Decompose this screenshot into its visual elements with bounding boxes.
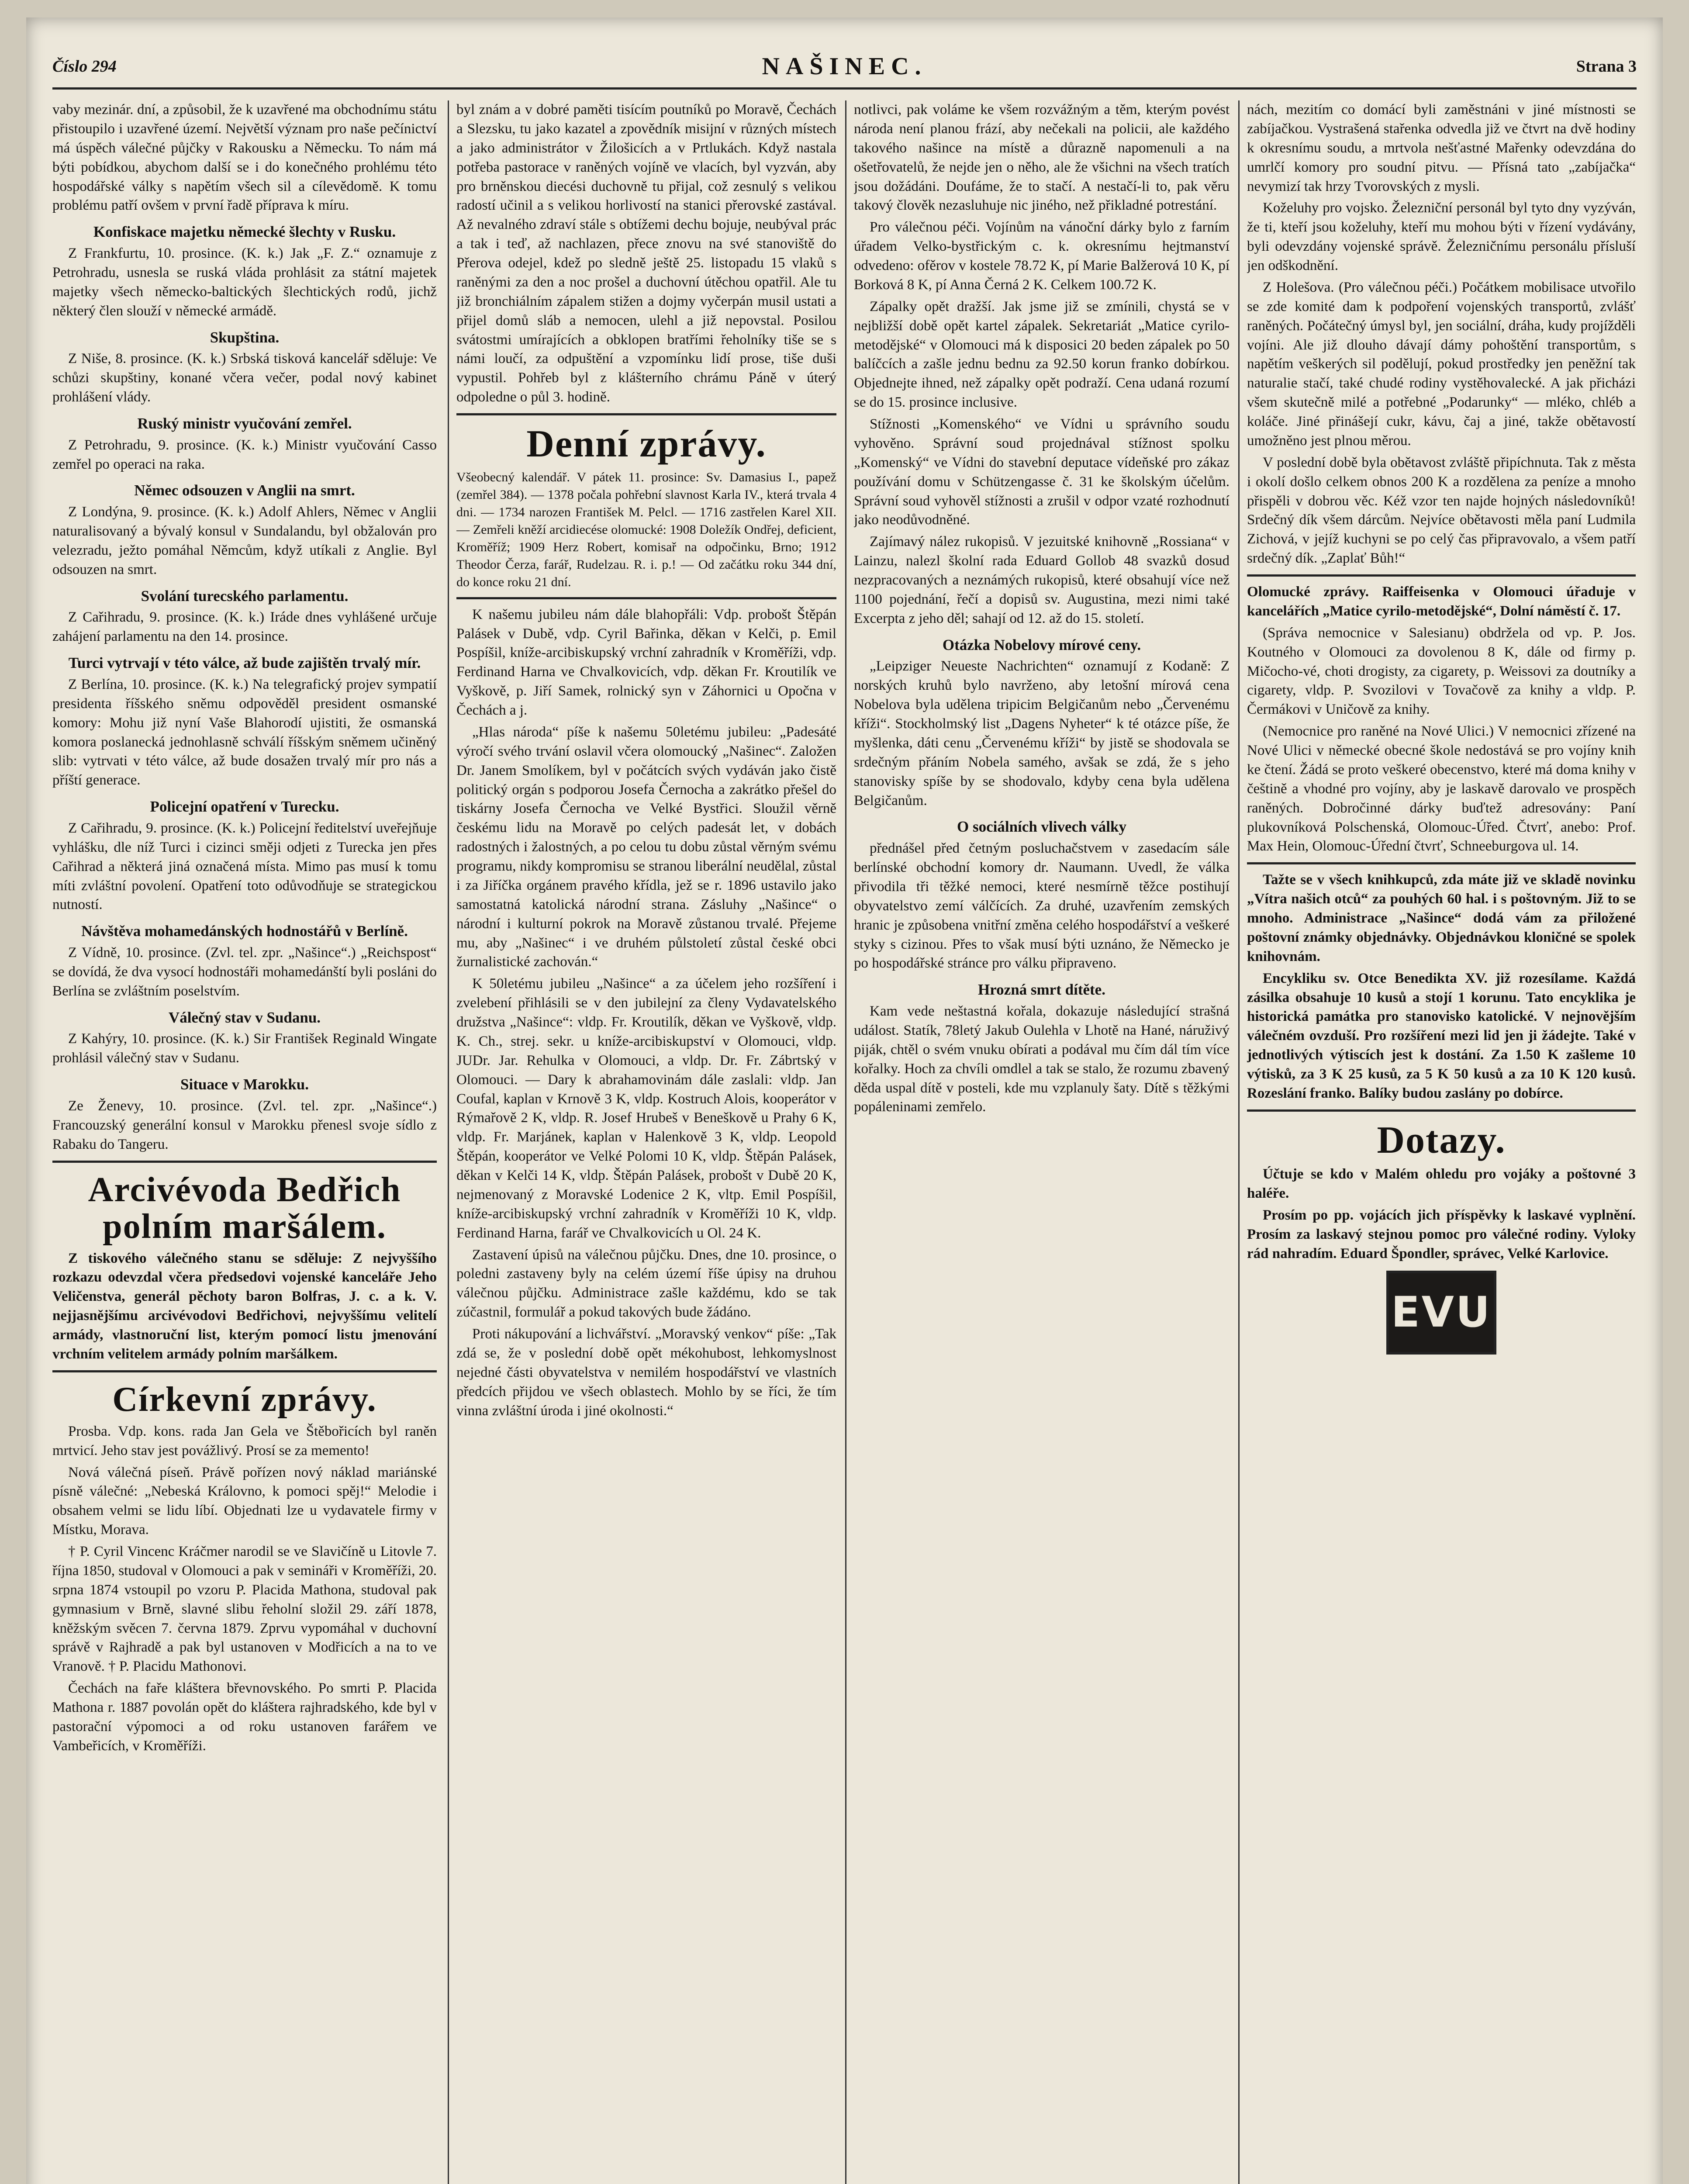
column-1 bbox=[52, 100, 437, 2184]
article-text: nách, mezitím co domácí byli zaměstnáni v jiné místnosti se zabíjačkou. Vystrašená stařenka odvedla již ve čtvrt na dvě hodiny k okresnímu soudu, a mrtvola nešťastné Mařenky odevzdána do umrlčí komory pro soudní pitvu. — Přísná tato „zabíjačka“ nevymizí tak hrzy Tvorovských z mysli. bbox=[1247, 102, 1636, 194]
article-text: Z Petrohradu, 9. prosince. (K. k.) Ministr vyučování Casso zemřel po operaci na raka. bbox=[52, 437, 437, 472]
article-text: Z Kahýry, 10. prosince. (K. k.) Sir František Reginald Wingate prohlásil válečný stav v Sudanu. bbox=[52, 1031, 437, 1066]
article-text: přednášel před četným posluchačstvem v zasedacím sále berlínské obchodní komory dr. Naumann. Uvedl, že válka přivodila tři těžké nemoci, které nesmírně těžce postihují obyvatelstvo zemí válčících. Za druhé, uzavřením zemských hranic je způsobena vnitřní změna celého hospodářství a veškeré styky s cizinou. Přes to však musí býti uznáno, že Německo je po hospodářské stránce pro válku připraveno. bbox=[854, 840, 1230, 971]
issue-number: Číslo 294 bbox=[52, 57, 117, 76]
article-text: Z Cařihradu, 9. prosince. (K. k.) Policejní ředitelství uveřejňuje vyhlášku, dle níž Turci i cizinci směji odjeti z Turecka jen přes Cařihrad a některá jiná označená místa. Mimo pas musí k tomu míti zvláštní povolení. Opatření toto odůvodňuje se strategickou nutností. bbox=[52, 820, 437, 913]
article-text: (Správa nemocnice v Salesianu) obdržela od vp. P. Jos. Koutného v Olomouci za dovolenou 8 K, dále od firmy p. Mičocho-vé, choti drogisty, za cigarety, p. Weissovi za doutníky a cigarety, vldp. P. Svozilovi v Tovačově za knihy a vldp. P. Čermákovi v Uničově za knihy. bbox=[1247, 625, 1636, 718]
article-heading: Němec odsouzen v Anglii na smrt. bbox=[134, 482, 355, 499]
article-text: Ze Ženevy, 10. prosince. (Zvl. tel. zpr. „Našince“.) Francouzský generální konsul v Marokku přenesl svoje sídlo z Rabaku do Tangeru. bbox=[52, 1098, 437, 1152]
article-text: Proti nákupování a lichvářství. „Moravský venkov“ píše: „Tak zdá se, že v poslední době opět mékohubost, lehkomyslnost nejedné části obyvatelstva v nemilém hospodářství ve vlastních předcích přijdou ve všech oblastech. Mohlo by se říci, že tím vinna zvláštní úroda i jiné okolnosti.“ bbox=[456, 1326, 836, 1419]
article-heading: Konfiskace majetku německé šlechty v Rusku. bbox=[93, 223, 396, 241]
article-text: Zastavení úpisů na válečnou půjčku. Dnes, dne 10. prosince, o poledni zastaveny byly na celém území říše úpisy na druhou válečnou půjčku. Administrace zašle každému, kdo se tak zúčastnil, formulář a pokud takových bude žádáno. bbox=[456, 1247, 836, 1320]
notice-heading: Olomucké zprávy. Raiffeisenka v Olomouci úřaduje v kancelářích „Matice cyrilo-metodějské“, Dolní náměstí č. 17. bbox=[1247, 584, 1636, 619]
article-text: Koželuhy pro vojsko. Železniční personál byl tyto dny vyzýván, že ti, kteří jsou koželuhy, kteří mu mohou býti v řízení vydávány, byli odevzdány vojenské správě. Železničnímu personálu přísluší jen odškodnění. bbox=[1247, 200, 1636, 273]
article-heading: Otázka Nobelovy mírové ceny. bbox=[942, 636, 1141, 653]
column-4 bbox=[1247, 100, 1636, 2184]
advertisement-text: Tažte se v všech knihkupců, zda máte již ve skladě novinku „Vítra našich otců“ za pouhých 60 hal. i s poštovným. Již to se mnoho. Administrace „Našince“ dodá vám za přiložené poštovní známky objednávky. Objednávkou kloničné se spolek knihovnám. bbox=[1247, 872, 1636, 964]
article-text: notlivci, pak voláme ke všem rozvážným a těm, kterým povést národa není planou frází, aby nečekali na policii, ale každého takového našince na místě a důrazně napomenuli a na ošetřovatelů, že nejde jen o něho, ale že všichni na všech tratích jsou dožádáni. Doufáme, že to stačí. A nestačí-li to, pak věru takový člověk nezasluhuje nic jiného, než přikladné potrestání. bbox=[854, 102, 1230, 214]
article-text: vaby mezinár. dní, a způsobil, že k uzavřené ma obchodnímu státu přistoupilo i uzavřené území. Největší význam pro naše pečínictví má úspěch válečné půjčky v Rakousku a Německu. To nám má býti pobídkou, abychom další se i do konečného prohlému této hospodářské války s napětím všech sil a cílevědomě. K tomu problému patří ovšem v první řadě příprava k míru. bbox=[52, 102, 437, 214]
article-text: Zápalky opět dražší. Jak jsme již se zmínili, chystá se v nejbližší době opět kartel zápalek. Sekretariát „Matice cyrilo-metodějské“ v Olomouci má k disposici 20 beden zápalek po 50 balíčcích a zašle jednu bednu za 92.50 korun franko dobírkou. Objednejte ihned, než zápalky opět podraží. Cena udaná rozumí se do 15. prosince inclusive. bbox=[854, 298, 1230, 411]
article-text: Prosba. Vdp. kons. rada Jan Gela ve Štěbořicích byl raněn mrtvicí. Jeho stav jest povážlivý. Prosí se za memento! bbox=[52, 1423, 437, 1458]
article-text: byl znám a v dobré paměti tisícím poutníků po Moravě, Čechách a Slezsku, tu jako kazatel a zpovědník misijní v různých místech a jako administrátor v Žilošicích a v Prtlukách. Když nastala potřeba pastorace v raněných vojíně ve vlacích, byl vyzván, aby pro brněnskou diecési duchovně tu přijal, což zesnulý s velikou radostí učinil a s velikou horlivostí na stanici přerovské zastával. Až nevalného zdraví stále s obtížemi dechu bojuje, neubýval prác a tak i teď, až nachlazen, přece znovu na své stanoviště do Přerova odejel, kdež po sledně ještě 25. listopadu 15 vlaků s raněnými za den a noc prošel a duchovní útěchou opatřil. Ale tu již bronchiálním zápalem stižen a dojmy vyčerpán musil ustati a přijel domů sláb a nemocen, ulehl a již nepovstal. Posilou svátostmi umírajících a obklopen bratřími řeholníky tiše se s námi loučí, za odpuštění a vzpomínku lidí prose, tiše duši vypustil. Pohřeb byl z klášterního chrámu Páně v úterý odpoledne o půl 3. hodině. bbox=[456, 102, 836, 405]
paper-title: NAŠINEC. bbox=[762, 53, 927, 80]
article-text: Kam vede neštastná kořala, dokazuje následující strašná událost. Statík, 78letý Jakub Oulehla v Lhotě na Hané, náruživý piják, chtěl o svém vnuku obírati a podával mu čím dál tím více kořalky. Hoch za chvíli omdlel a tak se stalo, že rozumu zbavený děda uspal dítě v posteli, kde mu vzplanuly šaty. Dítě s těžkými popáleninami zemřelo. bbox=[854, 1003, 1230, 1115]
article-text: Z Vídně, 10. prosince. (Zvl. tel. zpr. „Našince“.) „Reichspost“ se dovídá, že dva vysocí hodnostáři mohamedánští byli posláni do Berlína se zvláštním poselstvím. bbox=[52, 945, 437, 999]
section-headline: Denní zprávy. bbox=[526, 423, 767, 465]
article-text: Z Londýna, 9. prosince. (K. k.) Adolf Ahlers, Němec v Anglii naturalisovaný a bývalý konsul v Sundalandu, byl obžalován pro velezradu, ježto pomáhal Němcům, když utíkali z Anglie. Byl odsouzen na smrt. bbox=[52, 504, 437, 577]
article-text: † P. Cyril Vincenc Kráčmer narodil se ve Slavičíně u Litovle 7. října 1850, studoval v Olomouci a pak v semináři v Kroměříži, 20. srpna 1874 vstoupil po vzoru P. Placida Mathona, studoval pak gymnasium v Brně, slavné slibu řeholní složil 29. září 1878, kněžským svěcen 7. června 1879. Zprvu vypomáhal v duchovní správě v Rajhradě a pak byl ustanoven v Modřicích a na to ve Vranově. † P. Placidu Mathonovi. bbox=[52, 1544, 437, 1675]
article-heading: Návštěva mohamedánských hodnostářů v Berlíně. bbox=[81, 923, 408, 940]
article-text: Účtuje se kdo v Malém ohledu pro vojáky a poštovné 3 haléře. bbox=[1247, 1166, 1636, 1202]
section-divider bbox=[52, 1161, 437, 1163]
banner-headline: Arcivévoda Bedřich polním maršálem. bbox=[88, 1170, 401, 1246]
advertisement-text: Encykliku sv. Otce Benedikta XV. již rozesílame. Každá zásilka obsahuje 10 kusů a stojí 1 korunu. Tato encyklika je historická památka pro stanovisko katolické. V nejnovějším válečném ovzduší. Pro rozšíření mezi lid jen ji žádejte. Také v jednotlivých výtiscích jest k dostání. Za 1.50 K zašleme 10 výtisků, za 3 K 25 kusů, za 5 K 50 kusů a za 10 K 120 kusů. Rozeslání franko. Balíky budou zaslány po dobírce. bbox=[1247, 970, 1636, 1101]
article-text: Nová válečná píseň. Právě pořízen nový náklad mariánské písně válečné: „Nebeská Královno, k pomoci spěj!“ Melodie i obsahem velmi se lidu líbí. Objednati lze u vydavatele firmy v Místku, Morava. bbox=[52, 1464, 437, 1538]
article-text: Z Berlína, 10. prosince. (K. k.) Na telegrafický projev sympatií presidenta říšského sněmu odpověděl president osmanské komory: Mohu již nyní Vaše Blahorodí ujistiti, že osmanská komora poslanecká jednohlasně schválí říšským sněmem učiněný slib: vytrvati v této válce, až bude dosažen trvalý mír pro nás a příští generace. bbox=[52, 676, 437, 788]
article-text: Z Cařihradu, 9. prosince. (K. k.) Iráde dnes vyhlášené určuje zahájení parlamentu na den 14. prosince. bbox=[52, 609, 437, 645]
section-divider bbox=[1247, 574, 1636, 577]
article-text: K našemu jubileu nám dále blahopřáli: Vdp. probošt Štěpán Palásek v Dubě, vdp. Cyril Bařinka, děkan v Kelči, p. Emil Pospíšil, kníže-arcibiskupský vrchní zahradník v Kroměříži, vdp. Ferdinand Harna ve Chvalkovicích, vdp. děkan Fr. Kroutilík ve Vyškově, p. Jiří Samek, rolnický syn v Záhornici u Opočna v Čechách a j. bbox=[456, 606, 836, 718]
article-heading: Turci vytrvají v této válce, až bude zajištěn trvalý mír. bbox=[68, 654, 421, 672]
article-text: Stížnosti „Komenského“ ve Vídni u správního soudu vyhověno. Správní soud projednával stížnost spolku „Komenský“ ve Vídni do stavební deputace vídeňské pro zákaz používání domu v Schützengasse č. 31 ke školským účelům. Správní soud vyhověl stížnosti a zrušil v odpor vzaté rozhodnutí jako neodůvodněné. bbox=[854, 416, 1230, 528]
article-heading: Válečný stav v Sudanu. bbox=[168, 1009, 321, 1026]
article-text: Z Niše, 8. prosince. (K. k.) Srbská tisková kancelář sděluje: Ve schůzi skupštiny, konané včera večer, podal nový kabinet prohlášení vlády. bbox=[52, 351, 437, 405]
advert-logo: EVU bbox=[1386, 1271, 1496, 1355]
section-headline: Dotazy. bbox=[1377, 1119, 1506, 1161]
article-text: Z tiskového válečného stanu se sděluje: Z nejvyššího rozkazu odevzdal včera předsedovi vojenské kanceláře Jeho Veličenstva, generál pěchoty baron Bolfras, J. c. a k. V. nejjasnějšímu arcivévodovi Bedřichovi, nejvyššímu velitelí armády, vlastnoruční list, kterým pomocí listu jmenování vrchním velitelem armády polním maršálkem. bbox=[52, 1250, 437, 1362]
article-heading: Situace v Marokku. bbox=[180, 1076, 309, 1093]
article-text: (Nemocnice pro raněné na Nové Ulici.) V nemocnici zřízené na Nové Ulici v německé obecné škole nedostává se pro vojíny knih ke čtení. Žádá se proto veškeré obecenstvo, které má doma knihy v češtině a vhodné pro vojíny, aby je laskavě darovalo ve prospěch raněných. Dobročinné dárky buďtež adresovány: Paní plukovníková Polschenská, Olomouc-Úřed. Čtvrť, anebo: Prof. Max Hein, Olomouc-Úřední čtvrť, Schneeburgova ul. 14. bbox=[1247, 723, 1636, 854]
column-3 bbox=[854, 100, 1230, 2184]
newspaper-page bbox=[26, 17, 1663, 2184]
page-header bbox=[52, 48, 1637, 90]
article-heading: Ruský ministr vyučování zemřel. bbox=[137, 415, 352, 432]
column-rule bbox=[1238, 100, 1240, 2184]
section-divider bbox=[1247, 862, 1636, 864]
article-text: „Hlas národa“ píše k našemu 50letému jubileu: „Padesáté výročí svého trvání oslavil včera olomoucký „Našinec“. Založen Dr. Janem Smolíkem, byl v počátcích svých vydáván jako čistě politický orgán s podporou Josefa Černocha a zakrátko přešel do tiskárny Josefa Černocha ve Velké Bystřici. Sloužil věrně českému lidu na Moravě po celých padesát let, v dobách radostných i žalostných, a po celou tu dobu zůstal věrným svému programu, nikdy kompromisu se stranou liberální neudělal, zůstal i za Jiříčka orgánem pravého křídla, jež se r. 1896 ustavilo jako samostatná katolická národní strana. Zásluhy „Našince“ o národní i kulturní pokrok na Moravě zůstanou trvalé. Přejeme mu, aby „Našinec“ i ve druhém půlstoletí zůstal české obci žurnalistické zachován.“ bbox=[456, 724, 836, 970]
article-text: „Leipziger Neueste Nachrichten“ oznamují z Kodaně: Z norských kruhů bylo navrženo, aby letošní mírová cena Nobelova byla udělena tripicim Belgičanům nebo „Červenému kříži“. Stockholmský list „Dagens Nyheter“ k té otázce píše, že myšlenka, dáti cenu „Červenému kříži“ by jistě se shodovala se srdečným přáním Nobela samého, avšak se zdá, že s jeho stanovisky spíše by se shodovalo, kdyby cena byla udělena Belgičanům. bbox=[854, 658, 1230, 809]
article-heading: Hrozná smrt dítěte. bbox=[978, 981, 1105, 999]
column-rule bbox=[448, 100, 449, 2184]
article-text: K 50letému jubileu „Našince“ a za účelem jeho rozšíření i zvelebení přihlásili se v den jubilejní za členy Vydavatelského družstva „Našince“: vldp. Fr. Kroutilík, děkan ve Vyškově, vldp. K. Ch., strej. sekr. u kníže-arcibiskupství v Olomouci, vldp. JUDr. Jar. Rehulka v Olomouci, a vldp. Dr. Fr. Zábrtský v Olomouci. — Dary k abrahamovinám dále zaslali: vldp. Jan Coufal, kaplan v Krnově 3 K, vldp. Kostruch Alois, kooperátor v Rýmařově 2 K, vldp. R. Josef Hrubeš v Beneškově u Prahy 6 K, vldp. Fr. Marjánek, kaplan v Halenkově 3 K, vldp. Leopold Štěpán, kooperátor ve Velké Polomi 10 K, vldp. Štěpán Palásek, děkan v Kelči 14 K, vldp. Štěpán Palásek, probošt v Dubě 20 K, nejmenovaný z Moravské Lodenice 2 K, vltp. Emil Pospíšil, kníže-arcibiskupský vrchní zahradník v Kroměříži 10 K, vldp. Ferdinand Harna, farář ve Chvalkovicích u Ol. 24 K. bbox=[456, 976, 836, 1241]
section-divider bbox=[456, 413, 836, 415]
article-text: Čechách na faře kláštera břevnovského. Po smrti P. Placida Mathona r. 1887 povolán opět do kláštera rajhradského, kde byl v pastorační výpomoci a od roku ustanoven farářem ve Vambeřicích, v Kroměříži. bbox=[52, 1680, 437, 1754]
article-heading: O sociálních vlivech války bbox=[957, 818, 1126, 836]
article-text: Z Holešova. (Pro válečnou péči.) Počátkem mobilisace utvořilo se zde komité dam k podpoření vojenských transportů, zvlášť raněných. Počátečný úmysl byl, jen sociální, dráha, kudy projížděli vojíni. Ale již dlouho dávají dámy pohoštění transportům, s napětím veškerých sil podělují, pokud prostředky jen peněžní tak naturalie stačí, také chudé rodiny vystěhovalecké. A jak přicházi všem skutečně milé a potřebné „Podarunky“ — mléko, chléb a koláče. Jiné přinášejí cukr, kávu, čaj a jiné, takže obětavostí umožněno jest plnou měrou. bbox=[1247, 279, 1636, 449]
section-divider bbox=[1247, 1109, 1636, 1112]
article-heading: Policejní opatření v Turecku. bbox=[150, 798, 339, 816]
page-number: Strana 3 bbox=[1576, 57, 1637, 76]
article-text: Z Frankfurtu, 10. prosince. (K. k.) Jak „F. Z.“ oznamuje z Petrohradu, usnesla se ruská vláda prohlásit za státní majetek majetky všech německo-baltických šlechtických rodů, jichž některý člen slouží v německé armádě. bbox=[52, 245, 437, 319]
column-2 bbox=[456, 100, 836, 2184]
section-headline: Církevní zprávy. bbox=[112, 1380, 377, 1419]
column-rule bbox=[845, 100, 846, 2184]
article-heading: Svolání turecského parlamentu. bbox=[141, 587, 349, 605]
calendar-text: Všeobecný kalendář. V pátek 11. prosince: Sv. Damasius I., papež (zemřel 384). — 1378 počala pohřební slavnost Karla IV., která trvala 4 dni. — 1734 narozen František M. Pelcl. — 1716 zastřelen Karel XII. — Zemřeli kněží arcidiecése olomucké: 1908 Doležík Ondřej, deficient, Kroměříž; 1909 Herz Robert, komisař na odpočinku, Brno; 1912 Theodor Čerza, farář, Rudelzau. R. i. p.! — Od začátku roku 344 dní, do konce roku 21 dní. bbox=[456, 470, 836, 589]
article-text: Prosím po pp. vojácích jich příspěvky k laskavé vyplnění. Prosím za laskavý stejnou pomoc pro válečné rodiny. Vyloky rád nahradím. Eduard Špondler, správec, Velké Karlovice. bbox=[1247, 1207, 1636, 1261]
article-text: Zajímavý nález rukopisů. V jezuitské knihovně „Rossiana“ v Lainzu, nalezl školní rada Eduard Gollob 48 svazků dosud nezpracovaných a neznámých rukopisů, které obsahují více než 1100 pojednání, řečí a dopisů sv. Augustina, mezi nimi také Excerpta z jeho děl; sahají od 12. až do 15. století. bbox=[854, 534, 1230, 626]
article-text: Pro válečnou péči. Vojínům na vánoční dárky bylo z farním úřadem Velko-bystřickým c. k. okresnímu hejtmanství odvedeno: ofěrov v kostele 78.72 K, pí Marie Balžerová 10 K, pí Borková 8 K, pí Anna Černá 2 K. Celkem 100.72 K. bbox=[854, 219, 1230, 293]
article-text: V poslední době byla obětavost zvláště připíchnuta. Tak z města i okolí došlo celkem obnos 200 K a rozdělena za peníze a mnoho přispěli v dobrou věc. Kéž vzor ten najde hojných následovníků! Srdečný dík všem dárcům. Nejvíce obětavosti měla paní Ludmila Zichová, v jejíž kuchyni se po celý čas připravovalo, a všem patří srdečný dík. „Zaplať Bůh!“ bbox=[1247, 454, 1636, 567]
section-divider bbox=[456, 597, 836, 599]
article-heading: Skupština. bbox=[210, 328, 280, 346]
section-divider bbox=[52, 1370, 437, 1372]
